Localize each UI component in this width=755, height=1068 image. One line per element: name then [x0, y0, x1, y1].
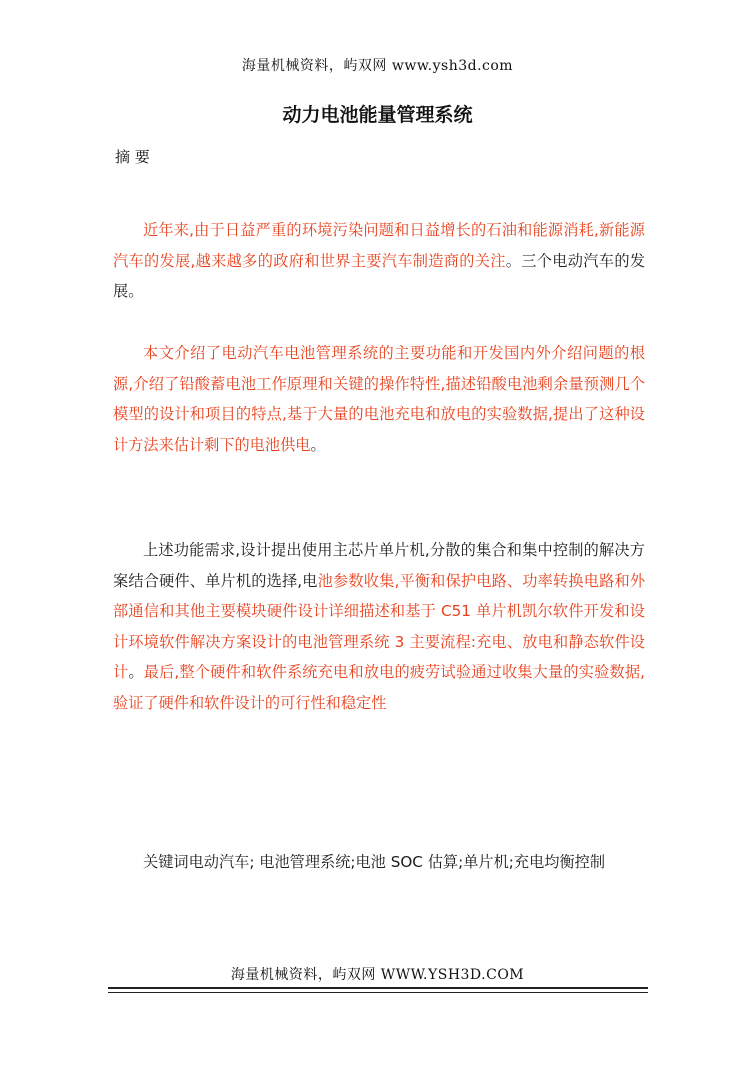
paragraph-3-plain-text-2: 。: [128, 663, 144, 681]
paragraph-3-highlighted-text-1: 池参数收集,平衡和保护电路、功率转换电路和外部通信和其他主要模块硬件设计详细描述和基于 C51 单片机凯尔软件开发和设计环境软件解决方案设计的电池管理系统 3 主要流程:充电、放电和静态软件设计: [113, 571, 646, 681]
footer-rule-thin: [108, 992, 648, 993]
paragraph-1-plain-text: 。三个电动汽车的发展。: [113, 251, 646, 300]
document-title: 动力电池能量管理系统: [282, 104, 473, 126]
abstract-paragraph-2: [113, 338, 645, 460]
paragraph-2-highlighted-text: 本文介绍了电动汽车电池管理系统的主要功能和开发国内外介绍问题的根源,介绍了铅酸蓄电池工作原理和关键的操作特性,描述铅酸电池剩余量预测几个模型的设计和项目的特点,基于大量的电池充电和放电的实验数据,提出了这种设计方法来估计剩下的电池供电: [113, 344, 645, 454]
paragraph-3-highlighted-text-2: 最后,整个硬件和软件系统充电和放电的疲劳试验通过收集大量的实验数据,验证了硬件和软件设计的可行性和稳定性: [113, 663, 646, 712]
page-header: 海量机械资料，屿双网 www.ysh3d.com: [241, 58, 514, 74]
paragraph-1-highlighted-text: 近年来,由于日益严重的环境污染问题和日益增长的石油和能源消耗,新能源汽车的发展,越来越多的政府和世界主要汽车制造商的关注: [113, 221, 645, 270]
paragraph-2-plain-text: 。: [310, 435, 326, 454]
keywords-line: 关键词电动汽车; 电池管理系统;电池 SOC 估算;单片机;充电均衡控制: [143, 853, 606, 871]
abstract-paragraph-1: [113, 215, 645, 307]
page-footer: 海量机械资料，屿双网 WWW.YSH3D.COM: [230, 967, 525, 983]
footer-rule-thick: [108, 987, 648, 989]
paragraph-3-plain-text-1: 上述功能需求,设计提出使用主芯片单片机,分散的集合和集中控制的解决方案结合硬件、单片机的选择,电: [113, 541, 645, 590]
abstract-label: 摘 要: [115, 148, 150, 166]
abstract-paragraph-3: [113, 535, 645, 718]
